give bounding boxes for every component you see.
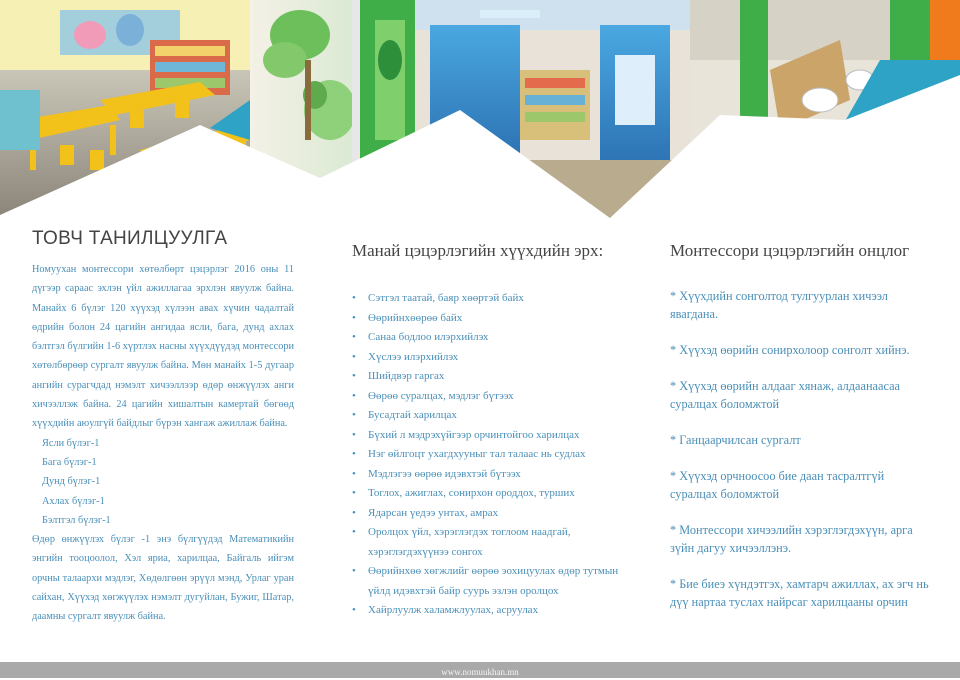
features-title: Монтессори цэцэрлэгийн онцлог [670, 241, 910, 260]
group-item: Бага бүлэг-1 [42, 456, 97, 468]
feature-item: * Хүүхэд өөрийн сонирхолоор сонголт хийнэ. [670, 343, 910, 357]
rights-item: • Бусадтай харилцах [352, 406, 622, 426]
banner-collage [0, 0, 960, 220]
features-section [670, 228, 932, 629]
feature-item: * Монтессори хичээлийн хэрэглэгдэхүүн, арга зүйн дагуу хичээллэнэ. [670, 523, 913, 555]
feature-item: * Хүүхдийн сонголтод тулгуурлан хичээл явагдана. [670, 289, 888, 321]
rights-title: Манай цэцэрлэгийн хүүхдийн эрх: [352, 241, 604, 260]
feature-item: * Ганцаарчилсан сургалт [670, 433, 801, 447]
groups-list [32, 434, 294, 530]
rights-item: • Шийдвэр гаргах [352, 367, 622, 387]
rights-item: • Өөрөө суралцах, мэдлэг бүтээх [352, 387, 622, 407]
feature-item: * Хүүхэд өөрийн алдааг хянаж, алдаанаасаа суралцах боломжтой [670, 379, 900, 411]
group-item: Ахлах бүлэг-1 [42, 495, 105, 507]
rights-item: • Санаа бодлоо илэрхийлэх [352, 328, 622, 348]
feature-item: * Хүүхэд орчноосоо бие даан тасралтгүй суралцах боломжтой [670, 469, 885, 501]
rights-item: • Өөрийнхөөрөө байх [352, 309, 622, 329]
rights-list [352, 289, 622, 621]
rights-section [352, 228, 622, 621]
rights-item: • Бүхий л мэдрэхүйгээр орчинтойгоо харилцах [352, 426, 622, 446]
rights-item: • Ядарсан үедээ унтах, амрах [352, 504, 622, 524]
footer-url[interactable]: www.nomuukhan.mn [441, 667, 519, 677]
rights-item: • Өөрийнхөө хөгжлийг өөрөө эохицуулах өдөр тутмын үйлд идэвхтэй байр суурь эзлэн оролцох [352, 562, 622, 601]
footer-bar [0, 662, 960, 678]
intro-closing: Өдөр өнжүүлэх бүлэг -1 энэ бүлгүүдэд Математикийн энгийн тооцоолол, Хэл яриа, харилцаа, Байгаль ийгэм орчны талаархи мэдлэг, Хөдөлгөөн эрүүл мэнд, Урлаг уран сайхан, Хүүхэд хөгжүүлэх нэмэлт дугуйлан, Бужиг, Шатар, даамны сургалт явуулж байна. [32, 534, 294, 623]
rights-item: • Сэтгэл таатай, баяр хөөртэй байх [352, 289, 622, 309]
intro-section [32, 228, 294, 627]
group-item: Дунд бүлэг-1 [42, 476, 101, 488]
intro-title: ТОВЧ ТАНИЛЦУУЛГА [32, 228, 228, 249]
group-item: Бэлтгэл бүлэг-1 [42, 514, 111, 526]
photo-banner [0, 0, 960, 220]
rights-item: • Оролцох үйл, хэрэглэгдэх тоглоом наадгай, хэрэглэгдэхүүнээ сонгох [352, 523, 622, 562]
rights-item: • Нэг өйлгоцт ухагдхууныг тал талаас нь судлах [352, 445, 622, 465]
rights-item: • Мэдлэгээ өөрөө идэвхтэй бүтээх [352, 465, 622, 485]
group-item: Ясли бүлэг-1 [42, 437, 100, 449]
rights-item: • Хүслээ илэрхийлэх [352, 348, 622, 368]
rights-item: • Хайрлуулж халамжлуулах, асруулах [352, 601, 622, 621]
intro-paragraph: Номуухан монтессори хөтөлбөрт цэцэрлэг 2016 оны 11 дүгээр сараас эхлэн үйл ажиллагаа эрхлэн явуулж байна. Манайх 6 бүлэг 120 хүүхэд хүлээн авах хүчин чадалтай өдрийн болон 24 цагийн ангидаа ясли, бага, дунд ахлах бэлтгэл бүлгийн 1-6 хүртлэх насны хүүхдүүдэд монтессори хөтөлбөрөөр сургалт явуулж байна. Мөн манайх 1-5 дугаар ангийн сурагчдад нэмэлт хичээллээр өдөр өнжүүлэх анги хичээллэж байна. 24 цагийн хишалтын камертай бөгөөд хүүхдийн аюулгүй байдлыг бүрэн хангаж ажиллаж байна. [32, 264, 294, 430]
feature-item: * Бие биеэ хүндэтгэх, хамтарч ажиллах, ах эгч нь дүү нартаа туслах найрсаг харилцааны орчин [670, 577, 929, 609]
features-list [670, 287, 932, 611]
rights-item: • Тоглох, ажиглах, сонирхон ороддох, турших [352, 484, 622, 504]
